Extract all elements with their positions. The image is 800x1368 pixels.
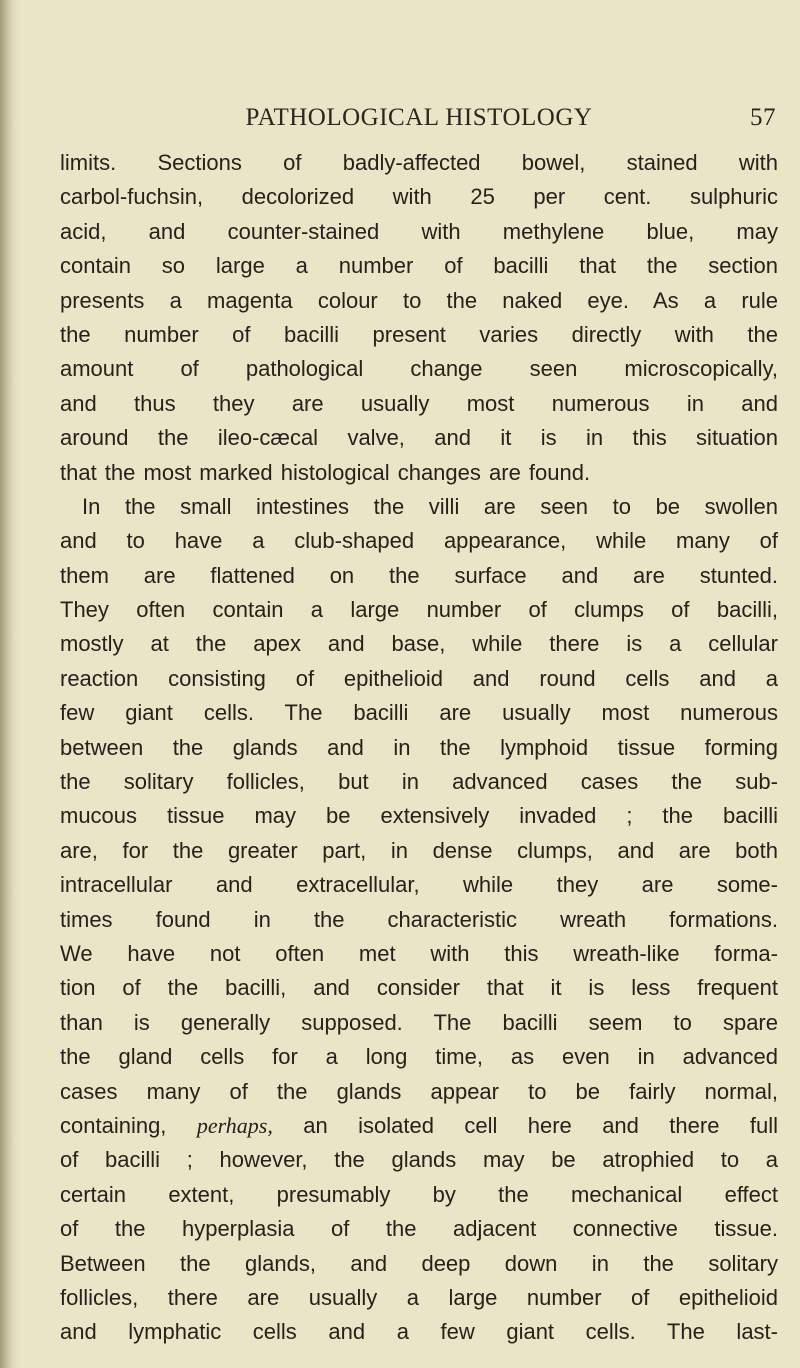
text-line: around the ileo-cæcal valve, and it is in this situation xyxy=(60,425,778,451)
text-line: of the hyperplasia of the adjacent connective tissue. xyxy=(60,1216,778,1242)
page-number: 57 xyxy=(750,104,776,131)
text-line: Between the glands, and deep down in the solitary xyxy=(60,1250,778,1276)
page-spine-shadow xyxy=(0,0,14,1368)
text-line: than is generally supposed. The bacilli seem to spare xyxy=(60,1009,778,1035)
text-line: and thus they are usually most numerous in and xyxy=(60,390,778,416)
text-line: mucous tissue may be extensively invaded ; the bacilli xyxy=(60,803,778,829)
text-line: cases many of the glands appear to be fairly normal, xyxy=(60,1078,778,1104)
text-line: acid, and counter-stained with methylene blue, may xyxy=(60,218,778,244)
running-title: PATHOLOGICAL HISTOLOGY xyxy=(245,104,593,131)
text-line: them are flattened on the surface and are stunted. xyxy=(60,562,778,588)
text-line: times found in the characteristic wreath formations. xyxy=(60,906,778,932)
text-line: They often contain a large number of clumps of bacilli, xyxy=(60,597,778,623)
body-text xyxy=(60,146,778,1350)
text-line: presents a magenta colour to the naked eye. As a rule xyxy=(60,287,778,313)
text-line: and to have a club-shaped appearance, while many of xyxy=(60,528,778,554)
line-remainder: an isolated cell here and there full xyxy=(303,1112,778,1138)
text-line: certain extent, presumably by the mechanical effect xyxy=(60,1181,778,1207)
text-line: reaction consisting of epithelioid and round cells and a xyxy=(60,665,778,691)
italic-word: perhaps, xyxy=(196,1112,273,1138)
text-line: We have not often met with this wreath-like forma- xyxy=(60,940,778,966)
text-line: are, for the greater part, in dense clumps, and are both xyxy=(60,837,778,863)
text-line: the number of bacilli present varies directly with the xyxy=(60,321,778,347)
text-line: intracellular and extracellular, while they are some- xyxy=(60,872,778,898)
text-line: carbol-fuchsin, decolorized with 25 per cent. sulphuric xyxy=(60,184,778,210)
text-line: of bacilli ; however, the glands may be atrophied to a xyxy=(60,1147,778,1173)
text-line: the gland cells for a long time, as even in advanced xyxy=(60,1044,778,1070)
text-line: amount of pathological change seen microscopically, xyxy=(60,356,778,382)
text-line: between the glands and in the lymphoid tissue forming xyxy=(60,734,778,760)
text-line: follicles, there are usually a large number of epithelioid xyxy=(60,1284,778,1310)
running-head xyxy=(60,104,778,138)
text-line: tion of the bacilli, and consider that it is less frequent xyxy=(60,975,778,1001)
text-line: the solitary follicles, but in advanced cases the sub- xyxy=(60,769,778,795)
text-line: and lymphatic cells and a few giant cells. The last- xyxy=(60,1319,778,1345)
text-line: limits. Sections of badly-affected bowel, stained with xyxy=(60,150,778,175)
text-line: few giant cells. The bacilli are usually most numerous xyxy=(60,700,778,726)
paragraph-start-line: In the small intestines the villi are seen to be swollen xyxy=(82,493,778,519)
text-line: contain so large a number of bacilli that the section xyxy=(60,253,778,279)
text-line-with-italic xyxy=(60,1109,778,1143)
line-prefix: containing, xyxy=(60,1112,167,1138)
text-line: mostly at the apex and base, while there is a cellular xyxy=(60,631,778,657)
text-line: that the most marked histological changes are found. xyxy=(60,459,591,485)
